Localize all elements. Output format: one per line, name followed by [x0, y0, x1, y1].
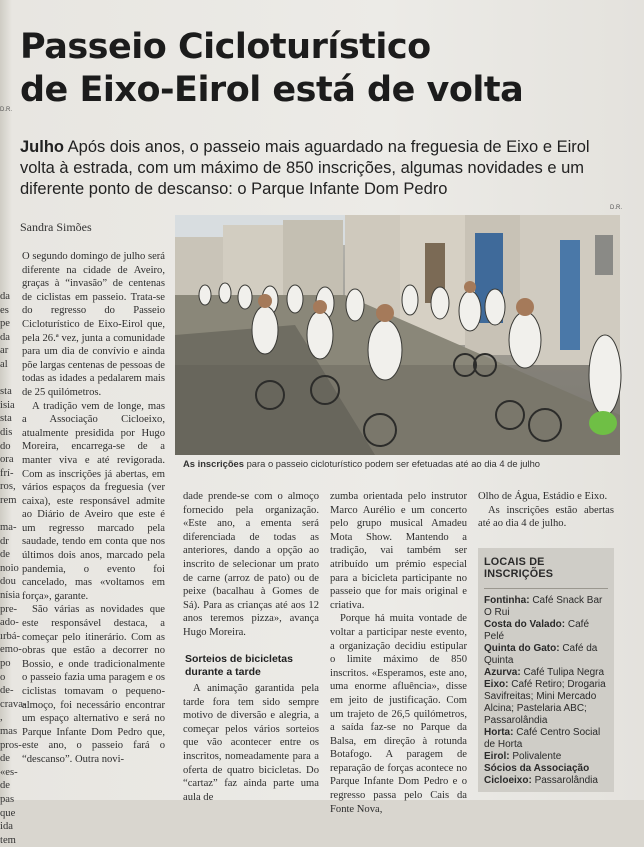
location-venues: Passarolândia [531, 775, 598, 786]
location-venues: Café Centro Social de Horta [484, 727, 601, 750]
article-column-1 [22, 250, 165, 767]
location-item [484, 679, 608, 727]
fragment-line: , mas [0, 712, 18, 737]
box-divider [484, 588, 608, 589]
location-item [484, 667, 608, 679]
fragment-line: al [0, 358, 8, 370]
location-item [484, 595, 608, 619]
fragment-line: o de- [0, 671, 14, 697]
column-1-paragraph-2: A tradição vem de longe, mas a Associação Cicloeixo, atualmente presidida por Hugo Moreira, encarrega-se de a manter viva e até revigorada. Com as inscrições já abertas, em vários espaços da freguesia (ver caixa), este responsável admite ao Diário de Aveiro que este é um regresso marcado pela saudade, tendo em conta que nos últimos dois anos, marcado pela pandemia, o evento foi cancelado, mas «voltamos em força», garante. [22, 400, 165, 602]
fragment-line: ida tem [0, 821, 16, 846]
fragment-line: de [0, 549, 10, 561]
article-column-2 [183, 490, 319, 640]
fragment-line: sta [0, 386, 12, 398]
article-column-2b [183, 682, 319, 804]
location-item [484, 619, 608, 643]
location-place: Quinta do Gato: [484, 643, 560, 654]
fragment-line: pre- [0, 603, 18, 615]
fragment-line: noio [0, 562, 19, 574]
fragment-line: ado- [0, 617, 19, 629]
location-venues: Café Pelé [484, 619, 590, 642]
fragment-line: isia [0, 399, 15, 411]
location-venues: Café da Quinta [484, 643, 598, 666]
location-venues: Café Retiro; Drogaria Savifreitas; Mini Mercado Alcina; Pastelaria ABC; Passarolândia [484, 679, 606, 726]
caption-bold: As inscrições [183, 458, 244, 469]
column-3-paragraph-2: Porque há muita vontade de voltar a participar neste evento, a organização decidiu estipular o limite máximo de 850 inscritos. «Esperamos, este ano, uma enorme afluência», disse em jeito de justificação. Com um trajeto de 26,5 quilómetros, a saída faz-se no Parque da Balsa, em direção à rotunda Botafogo. A paragem de reparação de forças acontece no Parque Infante Dom Pedro e o regresso passa pelo Cais da Fonte Nova, [330, 613, 467, 815]
location-venues: Café Snack Bar O Rui [484, 595, 603, 618]
fragment-line: de pas [0, 780, 15, 805]
fragment-line: dou [0, 576, 16, 588]
column-3-paragraph-1: zumba orientada pelo instrutor Marco Aurélio e um concerto pelo grupo musical Amadeu Mota Show. Mantendo a tradição, vai também ser atribuído um prémio especial para a bicicleta participante no passeio que for mais original e criativa. [330, 491, 467, 611]
location-item [484, 763, 608, 787]
article-column-4 [478, 490, 614, 531]
lead-text: Após dois anos, o passeio mais aguardado na freguesia de Eixo e Eirol volta à estrada, com um máximo de 850 inscrições, algumas novidades e um diferente ponto de descanso: o Parque Infante Dom Pedro [20, 138, 590, 198]
fragment-line: ora [0, 454, 14, 466]
adjacent-article-fragment [0, 290, 27, 846]
column-1-paragraph-3: São várias as novidades que este responsável destaca, a começar pelo itinerário. Com as obras que estão a decorrer no Bossio, e onde tradicionalmente o passeio fazia uma paragem e os ciclistas tomavam o pequeno-almoço, foi necessário encontrar um espaço alternativo e será no Parque Infante Dom Pedro que, este ano, o passeio fará o “descanso”. Outra novi- [22, 604, 165, 765]
subheading: Sorteios de bicicletas durante a tarde [185, 653, 293, 678]
location-place: Costa do Valado: [484, 619, 566, 630]
fragment-line [0, 508, 16, 522]
fragment-line: pros- [0, 739, 22, 751]
location-place: Azurva: [484, 667, 521, 678]
lead-kicker: Julho [20, 138, 64, 156]
cyclists-photo [175, 215, 620, 455]
location-place: Fontinha: [484, 595, 530, 606]
column-1-paragraph-1: O segundo domingo de julho será diferente na cidade de Aveiro, graças à “invasão” de centenas de ciclistas em passeio. Trata-se do regresso do Passeio Cicloturístico de Eixo-Eirol que, pela 26.ª vez, junta a comunidade para um dia de convívio e ainda põe largas centenas de pessoas de todas as idades a pedalarem mais de 25 quilómetros. [22, 251, 165, 398]
column-2-paragraph-1: dade prende-se com o almoço fornecido pela organização. «Este ano, a ementa será diferenciada de todas as anteriores, dando a opção ao inscrito de selecionar um prato de carne (arroz de pato) ou de peixe (bacalhau à Gomes de Sá). Para as crianças até aos 12 anos teremos pizza», avança Hugo Moreira. [183, 491, 319, 638]
fragment-line: frí- [0, 467, 14, 479]
photo-caption [183, 458, 623, 469]
registration-locations-box [478, 548, 614, 792]
fragment-line: ma- [0, 522, 17, 534]
headline [20, 26, 630, 112]
location-place: Sócios da Associação Cicloeixo: [484, 763, 590, 786]
caption-text: para o passeio cicloturístico podem ser efetuadas até ao dia 4 de julho [243, 458, 541, 469]
column-4-paragraph-2: As inscrições estão abertas até ao dia 4 de julho. [478, 504, 614, 530]
fragment-line: ros, [0, 481, 16, 493]
location-item [484, 643, 608, 667]
fragment-line: po [0, 658, 11, 670]
photo-credit: D.R. [610, 205, 622, 211]
location-venues: Café Tulipa Negra [520, 667, 605, 678]
location-place: Horta: [484, 727, 514, 738]
article-column-3 [330, 490, 467, 816]
fragment-line: do [0, 440, 11, 452]
box-title: LOCAIS DE INSCRIÇÕES [484, 556, 554, 580]
fragment-line: que [0, 807, 16, 819]
location-item [484, 751, 608, 763]
fragment-line: da [0, 291, 10, 302]
fragment-line: ırbá- [0, 630, 20, 642]
fragment-line: da [0, 331, 10, 343]
photo-credit-left: D.R. [0, 107, 12, 113]
location-item [484, 727, 608, 751]
column-4-paragraph-1: Olho de Água, Estádio e Eixo. [478, 491, 608, 502]
fragment-line: nísia [0, 590, 21, 602]
byline: Sandra Simões [20, 220, 92, 234]
fragment-line: ar [0, 345, 9, 357]
fragment-line: rem [0, 494, 17, 506]
fragment-line: es [0, 304, 9, 316]
fragment-line: dr [0, 535, 9, 547]
fragment-line [0, 372, 16, 386]
location-venues: Polivalente [509, 751, 562, 762]
lead-paragraph [20, 137, 615, 200]
fragment-line: dis [0, 426, 13, 438]
fragment-line: crava- [0, 698, 27, 710]
cyclists-photo-illustration [175, 215, 620, 455]
column-2-paragraph-2: A animação garantida pela tarde fora tem sido sempre motivo de diversão e alegria, a começar pelos vários sorteios que vão acontecer entre os inscritos, nomeadamente para a oferta de quatro bicicletas. Do “cartaz” faz ainda parte uma aula de [183, 683, 319, 803]
locations-list [484, 595, 608, 787]
fragment-line: pe [0, 318, 10, 330]
fragment-line: emo- [0, 644, 22, 656]
headline-line-2: de Eixo-Eirol está de volta [20, 70, 524, 110]
location-place: Eirol: [484, 751, 510, 762]
location-place: Eixo: [484, 679, 509, 690]
fragment-line: de «es- [0, 753, 18, 778]
fragment-line: sta [0, 413, 12, 425]
headline-line-1: Passeio Cicloturístico [20, 27, 431, 67]
